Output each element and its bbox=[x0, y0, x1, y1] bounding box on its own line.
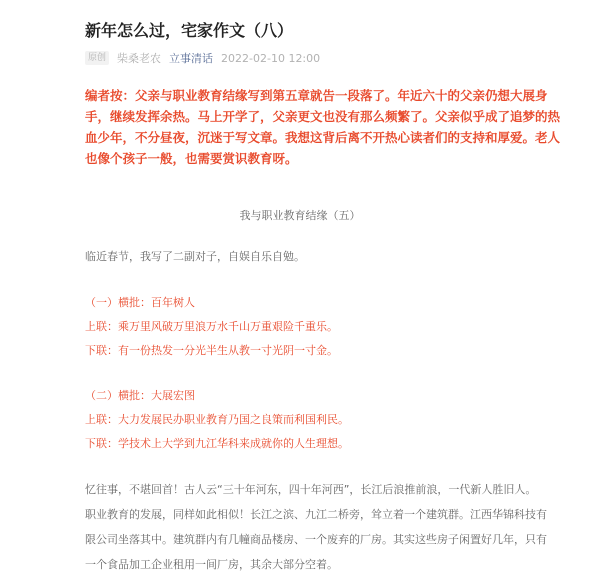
couplet-upper: 上联：乘万里风破万里浪万水千山万重艰险千重乐。 bbox=[85, 320, 338, 333]
couplet-heading: （一）横批：百年树人 bbox=[85, 296, 195, 309]
paragraph-line: 一个食品加工企业租用一间厂房，其余大部分空着。 bbox=[85, 558, 338, 571]
editor-note-line: 血少年，不分昼夜，沉迷于写文章。我想这背后离不开热心读者们的支持和厚爱。老人 bbox=[85, 130, 561, 145]
paragraph-line: 忆往事，不堪回首！古人云“三十年河东，四十年河西”，长江后浪推前浪，一代新人胜旧人。 bbox=[85, 483, 537, 496]
couplet-lower: 下联：学技术上大学到九江华科来成就你的人生理想。 bbox=[85, 437, 349, 450]
couplet-upper: 上联：大力发展民办职业教育乃国之良策而利国利民。 bbox=[85, 413, 349, 426]
section-heading: 我与职业教育结缘（五） bbox=[239, 209, 361, 222]
editor-note bbox=[85, 85, 585, 169]
paragraph-line: 职业教育的发展，同样如此相似！长江之滨、九江二桥旁，耸立着一个建筑群。江西华锦科技有 bbox=[85, 508, 547, 521]
article-meta bbox=[85, 50, 320, 66]
editor-note-line: 编者按：父亲与职业教育结缘写到第五章就告一段落了。年近六十的父亲仍想大展身 bbox=[85, 88, 548, 103]
editor-note-line: 也像个孩子一般，也需要赏识教育呀。 bbox=[85, 151, 298, 166]
intro-text: 临近春节，我写了二副对子，自娱自乐自勉。 bbox=[85, 250, 305, 263]
publish-datetime: 2022-02-10 12:00 bbox=[221, 51, 321, 65]
author-name: 柴桑老农 bbox=[117, 52, 162, 65]
paragraph-line: 限公司坐落其中。建筑群内有几幢商品楼房、一个废弃的厂房。其实这些房子闲置好几年，只有 bbox=[85, 533, 547, 546]
original-badge: 原创 bbox=[85, 51, 109, 65]
body-paragraph bbox=[85, 477, 585, 577]
couplet-lower: 下联：有一份热发一分光半生从教一寸光阴一寸金。 bbox=[85, 344, 338, 357]
editor-note-line: 手，继续发挥余热。马上开学了，父亲更文也没有那么频繁了。父亲似乎成了追梦的热 bbox=[85, 109, 561, 124]
couplet-heading: （二）横批：大展宏图 bbox=[85, 389, 195, 402]
account-link[interactable]: 立事清话 bbox=[169, 52, 214, 65]
article-title: 新年怎么过，宅家作文（八） bbox=[85, 21, 294, 40]
